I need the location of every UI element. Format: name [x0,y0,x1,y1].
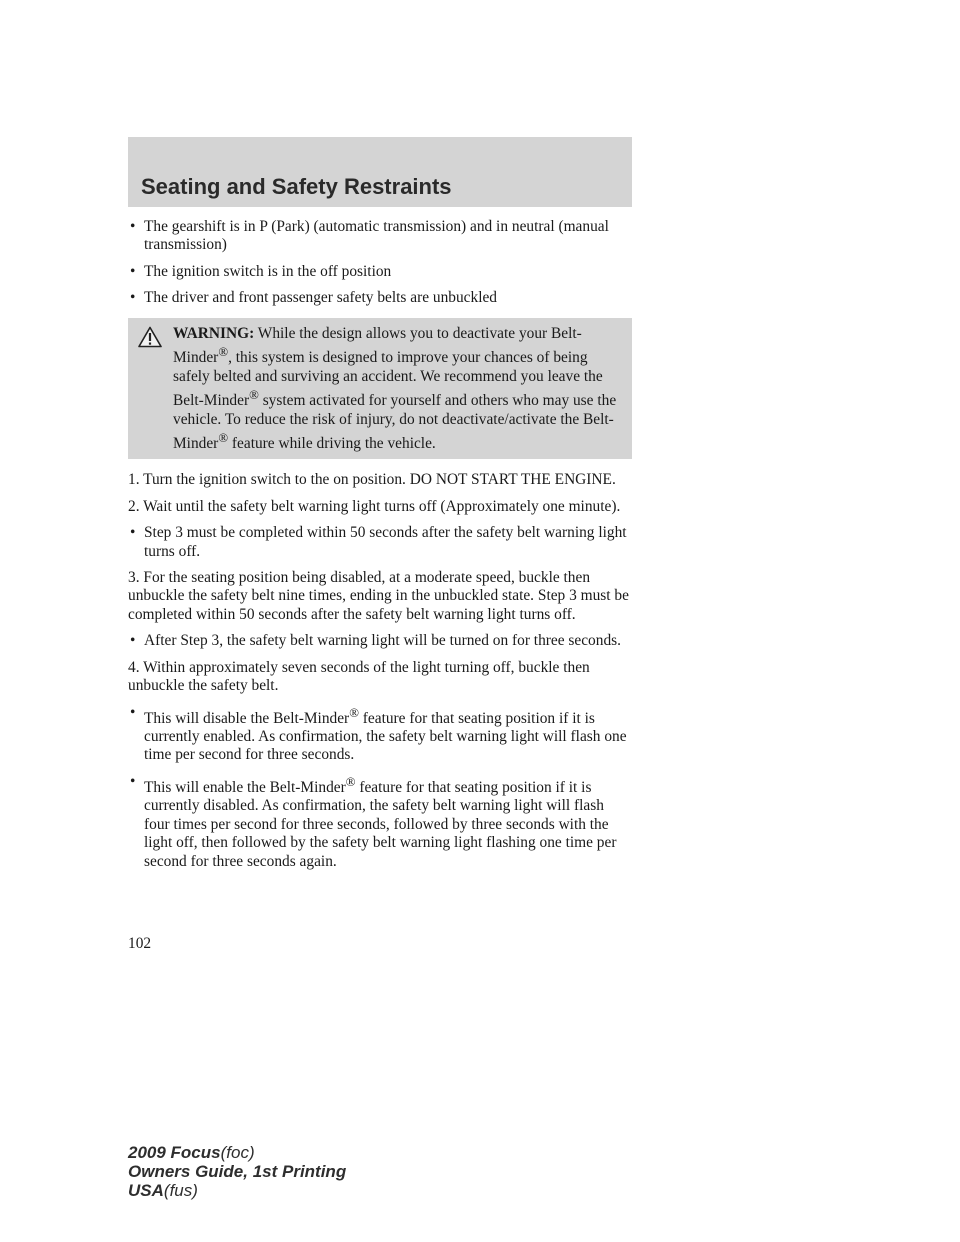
warning-box [128,318,632,460]
step-2: 2. Wait until the safety belt warning light turns off (Approximately one minute). [128,497,621,515]
bullet-mark: • [130,289,136,307]
bullet-text: The driver and front passenger safety belts are unbuckled [144,289,497,307]
step-1: 1. Turn the ignition switch to the on position. DO NOT START THE ENGINE. [128,471,616,489]
footer-line-2: Owners Guide, 1st Printing [128,1162,347,1181]
warning-text-part: feature while driving the vehicle. [228,435,436,453]
bullet-text [144,774,617,870]
bullet-text-part: This will enable the Belt-Minder [144,778,346,796]
bullet-text: Step 3 must be completed within 50 seconds after the safety belt warning light turns off. [144,524,627,560]
bullet-text: The gearshift is in P (Park) (automatic transmission) and in neutral (manual transmission) [144,218,609,254]
list-item [128,632,632,650]
list-item [128,773,632,871]
bullet-text-part: This will disable the Belt-Minder [144,709,350,727]
list-item [128,524,632,561]
bullet-mark: • [130,262,136,280]
list-item [128,218,632,255]
footer-line-3 [128,1181,346,1200]
list-item [128,289,632,307]
footer-model: 2009 Focus [128,1143,221,1162]
page-content [128,218,632,879]
bullet-text: The ignition switch is in the off position [144,262,392,280]
warning-text [130,325,628,454]
list-item [128,704,632,765]
registered-mark: ® [218,345,229,360]
bullet-text: After Step 3, the safety belt warning light will be turned on for three seconds. [144,632,621,650]
registered-mark: ® [249,387,259,402]
warning-text-part: While the design allows you to deactivate your Belt-Minder [173,324,582,367]
footer-line-1 [128,1143,346,1162]
registered-mark: ® [345,774,356,789]
registered-mark: ® [349,705,359,720]
bullet-mark: • [130,772,136,790]
warning-text-part: , this system is designed to improve your chances of being safely belted and surviving an accident. We recommend you leave the Belt-Minder [173,349,603,410]
page-number: 102 [128,935,152,952]
bullet-text-part: feature for that seating position if it is currently enabled. As confirmation, the safety belt warning light will flash one time per second for three seconds. [144,709,627,764]
warning-text-part: system activated for yourself and others who may use the vehicle. To reduce the risk of injury, do not deactivate/activate the Belt-Minder [173,392,617,453]
bullet-mark: • [130,218,136,235]
footer-model-code: (foc) [220,1143,255,1162]
warning-label: WARNING: [173,324,255,342]
bullet-text [144,705,627,764]
step-4: 4. Within approximately seven seconds of the light turning off, buckle then unbuckle the safety belt. [128,658,590,695]
section-title: Seating and Safety Restraints [141,174,452,199]
bullet-mark: • [130,703,136,721]
footer-market-code: (fus) [163,1181,198,1200]
warning-triangle-icon [138,326,162,348]
step-3: 3. For the seating position being disabled, at a moderate speed, buckle then unbuckle the safety belt nine times, ending in the unbuckled state. Step 3 must be completed within 50 seconds after the safety belt warning light turns off. [128,569,629,623]
registered-mark: ® [218,430,229,445]
bullet-text-part: feature for that seating position if it is currently disabled. As confirmation, the safety belt warning light will flash four times per second for three seconds, followed by three seconds with the light off, then followed by the safety belt warning light flashing one time per second for three seconds again. [144,778,617,870]
document-footer [128,1143,346,1200]
footer-market: USA [128,1181,164,1200]
bullet-mark: • [130,524,136,542]
list-item [128,263,632,281]
bullet-mark: • [130,632,136,650]
